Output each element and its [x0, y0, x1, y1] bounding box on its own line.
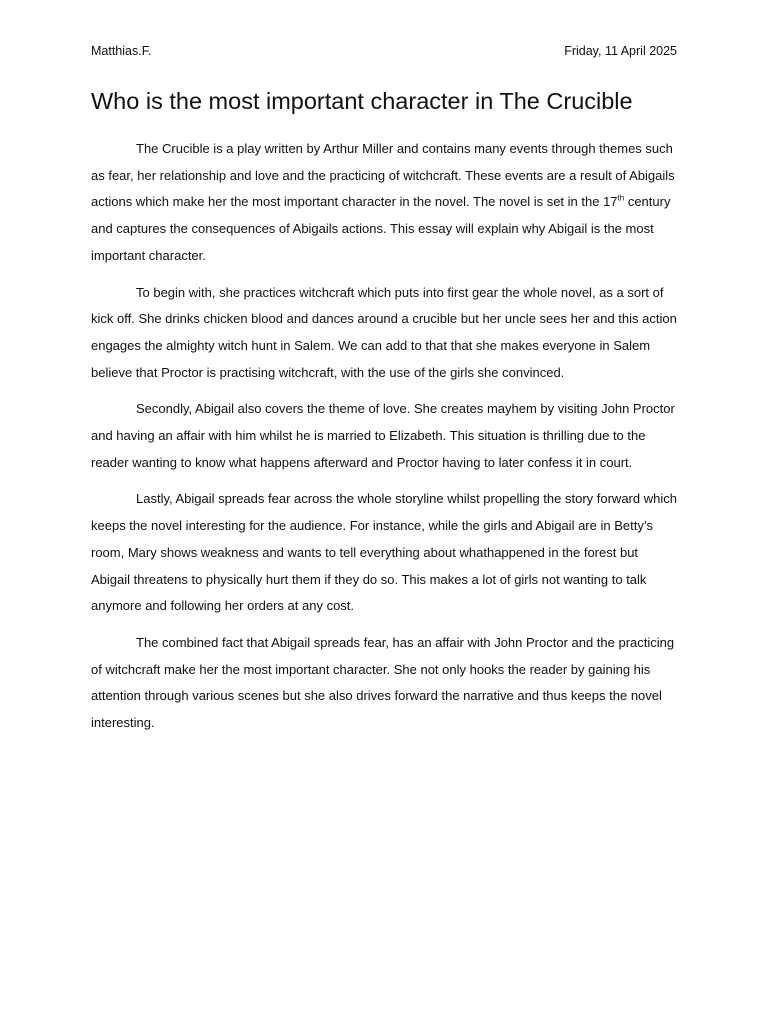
- essay-body: [91, 136, 677, 747]
- paragraph-fear: Lastly, Abigail spreads fear across the whole storyline whilst propelling the story forward which keeps the novel interesting for the audience. For instance, while the girls and Abigail are in Betty’s room, Mary shows weakness and wants to tell everything about whathappened in the forest but Abigail threatens to physically hurt them if they do so. This makes a lot of girls not wanting to talk anymore and following her orders at any cost.: [91, 491, 677, 614]
- document-date: Friday, 11 April 2025: [564, 44, 677, 58]
- paragraph-text: century and captures the consequences of Abigails actions. This essay will explain why Abigail is the most important character.: [91, 194, 671, 263]
- author-name: Matthias.F.: [91, 44, 152, 58]
- essay-title: Who is the most important character in The Crucible: [91, 88, 633, 114]
- paragraph-love: Secondly, Abigail also covers the theme of love. She creates mayhem by visiting John Proctor and having an affair with him whilst he is married to Elizabeth. This situation is thrilling due to the reader wanting to know what happens afterward and Proctor having to later confess it in court.: [91, 401, 675, 470]
- paragraph-conclusion: The combined fact that Abigail spreads fear, has an affair with John Proctor and the practicing of witchcraft make her the most important character. She not only hooks the reader by gaining his attention through various scenes but she also drives forward the narrative and thus keeps the novel interesting.: [91, 634, 675, 731]
- paragraph-text: The Crucible is a play written by Arthur Miller and contains many events through themes such as fear, her relationship and love and the practicing of witchcraft. These events are a result of Abigails actions which make her the most important character in the novel. The novel is set in the 17: [91, 141, 675, 210]
- ordinal-superscript: th: [617, 194, 625, 204]
- page-header: [91, 42, 677, 60]
- paragraph-introduction: [91, 136, 677, 270]
- paragraph-witchcraft: To begin with, she practices witchcraft which puts into first gear the whole novel, as a sort of kick off. She drinks chicken blood and dances around a crucible but her uncle sees her and this action engages the almighty witch hunt in Salem. We can add to that that she makes everyone in Salem believe that Proctor is practising witchcraft, with the use of the girls she convinced.: [91, 284, 677, 380]
